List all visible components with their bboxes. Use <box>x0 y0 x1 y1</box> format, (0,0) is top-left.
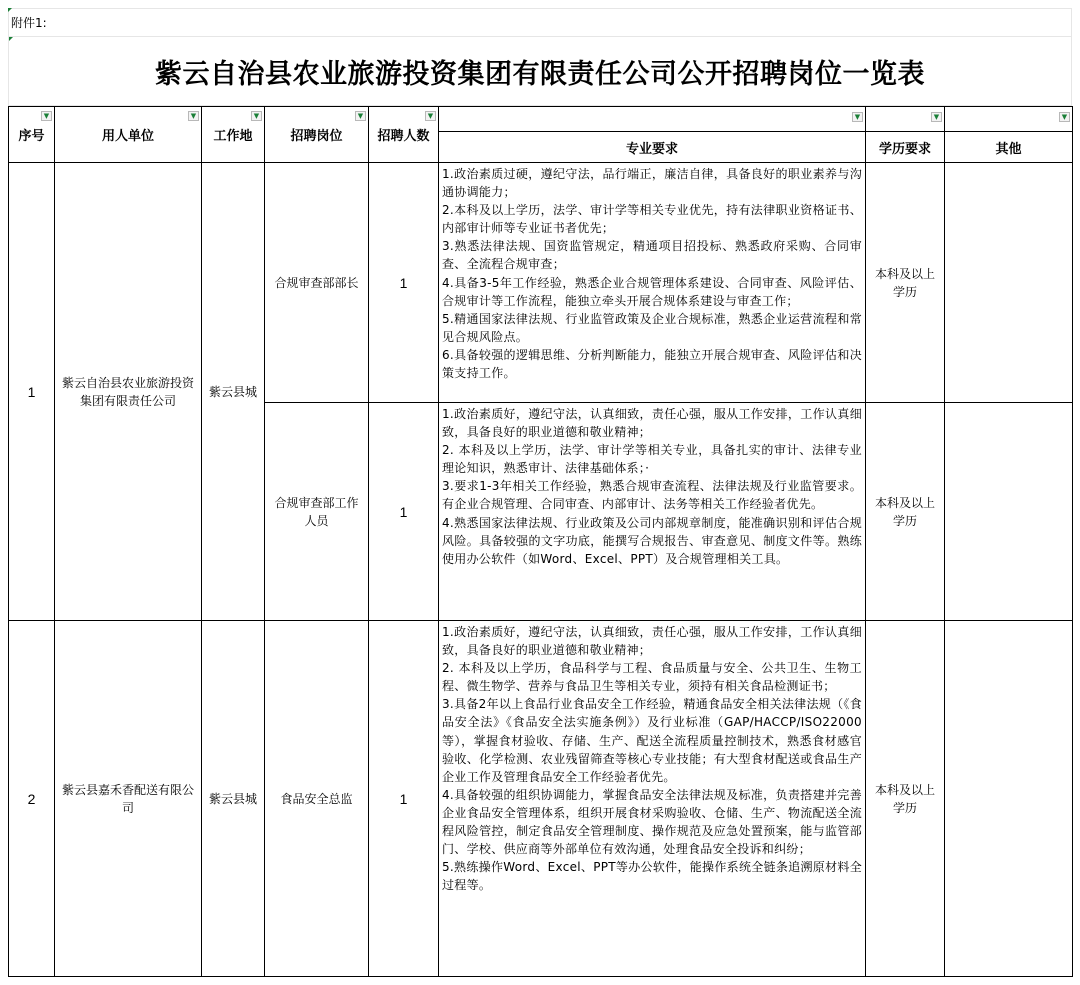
count-cell: 1 <box>369 403 439 621</box>
header-employer <box>55 107 202 163</box>
requirement-item: 6.具备较强的逻辑思维、分析判断能力，能独立开展合规审查、风险评估和决策支持工作。 <box>442 347 862 381</box>
position-cell: 合规审查部部长 <box>265 163 369 403</box>
filter-row <box>9 107 1073 132</box>
header-specialty: 专业要求 <box>439 132 866 163</box>
requirement-item: 2.本科及以上学历，法学、审计学等相关专业优先，持有法律职业资格证书、内部审计师等专业证书者优先； <box>442 203 862 236</box>
filter-dropdown-icon[interactable]: ▼ <box>931 112 942 122</box>
filter-cell-specialty <box>439 107 866 132</box>
other-cell <box>945 403 1073 621</box>
header-count <box>369 107 439 163</box>
recruitment-table <box>8 106 1073 977</box>
education-cell: 本科及以上学历 <box>866 163 945 403</box>
page-title: 紫云自治县农业旅游投资集团有限责任公司公开招聘岗位一览表 <box>155 58 925 90</box>
seq-cell: 2 <box>9 621 55 977</box>
position-cell: 合规审查部工作人员 <box>265 403 369 621</box>
requirement-item: 2. 本科及以上学历，食品科学与工程、食品质量与安全、公共卫生、生物工程、微生物学、营养与食品卫生等相关专业，须持有相关食品检测证书； <box>442 661 862 694</box>
filter-dropdown-icon[interactable]: ▼ <box>852 112 863 122</box>
requirements-cell <box>439 163 866 403</box>
table-row <box>9 163 1073 403</box>
requirement-item: 4.具备较强的组织协调能力，掌握食品安全法律法规及标准，负责搭建并完善企业食品安全管理体系，组织开展食材采购验收、仓储、生产、物流配送全流程风险管控，制定食品安全管理制度、操作规范及应急处置预案，能与监管部门、学校、供应商等外部单位有效沟通，处理食品安全投诉和纠纷； <box>442 787 862 857</box>
filter-dropdown-icon[interactable]: ▼ <box>188 111 199 121</box>
header-position-label: 招聘岗位 <box>290 129 343 144</box>
header-employer-label: 用人单位 <box>101 129 154 144</box>
filter-dropdown-icon[interactable]: ▼ <box>251 111 262 121</box>
requirements-cell <box>439 403 866 621</box>
seq-cell: 1 <box>9 163 55 621</box>
header-count-label: 招聘人数 <box>377 129 430 144</box>
header-education: 学历要求 <box>866 132 945 163</box>
requirement-item: 3.熟悉法律法规、国资监管规定，精通项目招投标、熟悉政府采购、合同审查、全流程合规审查； <box>442 239 862 272</box>
comment-marker-icon <box>8 8 12 12</box>
filter-dropdown-icon[interactable]: ▼ <box>1059 112 1070 122</box>
requirements-cell <box>439 621 866 977</box>
table-row <box>9 621 1073 977</box>
header-other: 其他 <box>945 132 1073 163</box>
requirement-item: 2. 本科及以上学历，法学、审计学等相关专业，具备扎实的审计、法律专业理论知识，熟悉审计、法律基础体系；· <box>442 443 862 476</box>
requirement-item: 1.政治素质好，遵纪守法，认真细致，责任心强，服从工作安排，工作认真细致，具备良好的职业道德和敬业精神； <box>442 407 862 440</box>
filter-cell-other <box>945 107 1073 132</box>
other-cell <box>945 621 1073 977</box>
other-cell <box>945 163 1073 403</box>
requirement-item: 3.具备2年以上食品行业食品安全工作经验，精通食品安全相关法律法规（《食品安全法》《食品安全法实施条例》）及行业标准（GAP/HACCP/ISO22000等），掌握食材验收、存储、生产、配送全流程质量控制技术，熟悉食材感官验收、化学检测、农业残留筛查等核心专业技能；有大型食材配送或食品生产企业工作及管理食品安全工作经验者优先。 <box>442 697 862 784</box>
position-cell: 食品安全总监 <box>265 621 369 977</box>
requirement-item: 1.政治素质好，遵纪守法，认真细致，责任心强，服从工作安排，工作认真细致，具备良好的职业道德和敬业精神； <box>442 625 862 658</box>
requirement-item: 3.要求1-3年相关工作经验，熟悉合规审查流程、法律法规及行业监管要求。有企业合规管理、合同审查、内部审计、法务等相关工作经验者优先。 <box>442 479 862 512</box>
location-cell: 紫云县城 <box>202 621 265 977</box>
filter-cell-education <box>866 107 945 132</box>
requirement-item: 4.熟悉国家法律法规、行业政策及公司内部规章制度，能准确识别和评估合规风险。具备较强的文字功底，能撰写合规报告、审查意见、制度文件等。熟练使用办公软件（如Word、Excel、PPT）及合规管理相关工具。 <box>442 515 862 566</box>
attachment-label: 附件1: <box>8 8 1072 36</box>
header-seq <box>9 107 55 163</box>
location-cell: 紫云县城 <box>202 163 265 621</box>
comment-marker-icon <box>9 37 13 41</box>
header-location <box>202 107 265 163</box>
requirement-item: 5.熟练操作Word、Excel、PPT等办公软件，能操作系统全链条追溯原材料全过程等。 <box>442 860 862 893</box>
count-cell: 1 <box>369 621 439 977</box>
employer-cell: 紫云自治县农业旅游投资集团有限责任公司 <box>55 163 202 621</box>
filter-dropdown-icon[interactable]: ▼ <box>355 111 366 121</box>
header-location-label: 工作地 <box>213 129 253 144</box>
education-cell: 本科及以上学历 <box>866 621 945 977</box>
count-cell: 1 <box>369 163 439 403</box>
header-seq-label: 序号 <box>18 129 45 144</box>
education-cell: 本科及以上学历 <box>866 403 945 621</box>
requirement-item: 5.精通国家法律法规、行业监管政策及企业合规标准，熟悉企业运营流程和常见合规风险点。 <box>442 311 862 344</box>
requirement-item: 1.政治素质过硬，遵纪守法，品行端正，廉洁自律，具备良好的职业素养与沟通协调能力； <box>442 167 862 200</box>
filter-dropdown-icon[interactable]: ▼ <box>41 111 52 121</box>
requirement-item: 4.具备3-5年工作经验，熟悉企业合规管理体系建设、合同审查、风险评估、合规审计等工作流程，能独立牵头开展合规体系建设与审查工作； <box>442 275 862 308</box>
employer-cell: 紫云县嘉禾香配送有限公司 <box>55 621 202 977</box>
header-position <box>265 107 369 163</box>
filter-dropdown-icon[interactable]: ▼ <box>425 111 436 121</box>
title-row <box>8 36 1072 106</box>
